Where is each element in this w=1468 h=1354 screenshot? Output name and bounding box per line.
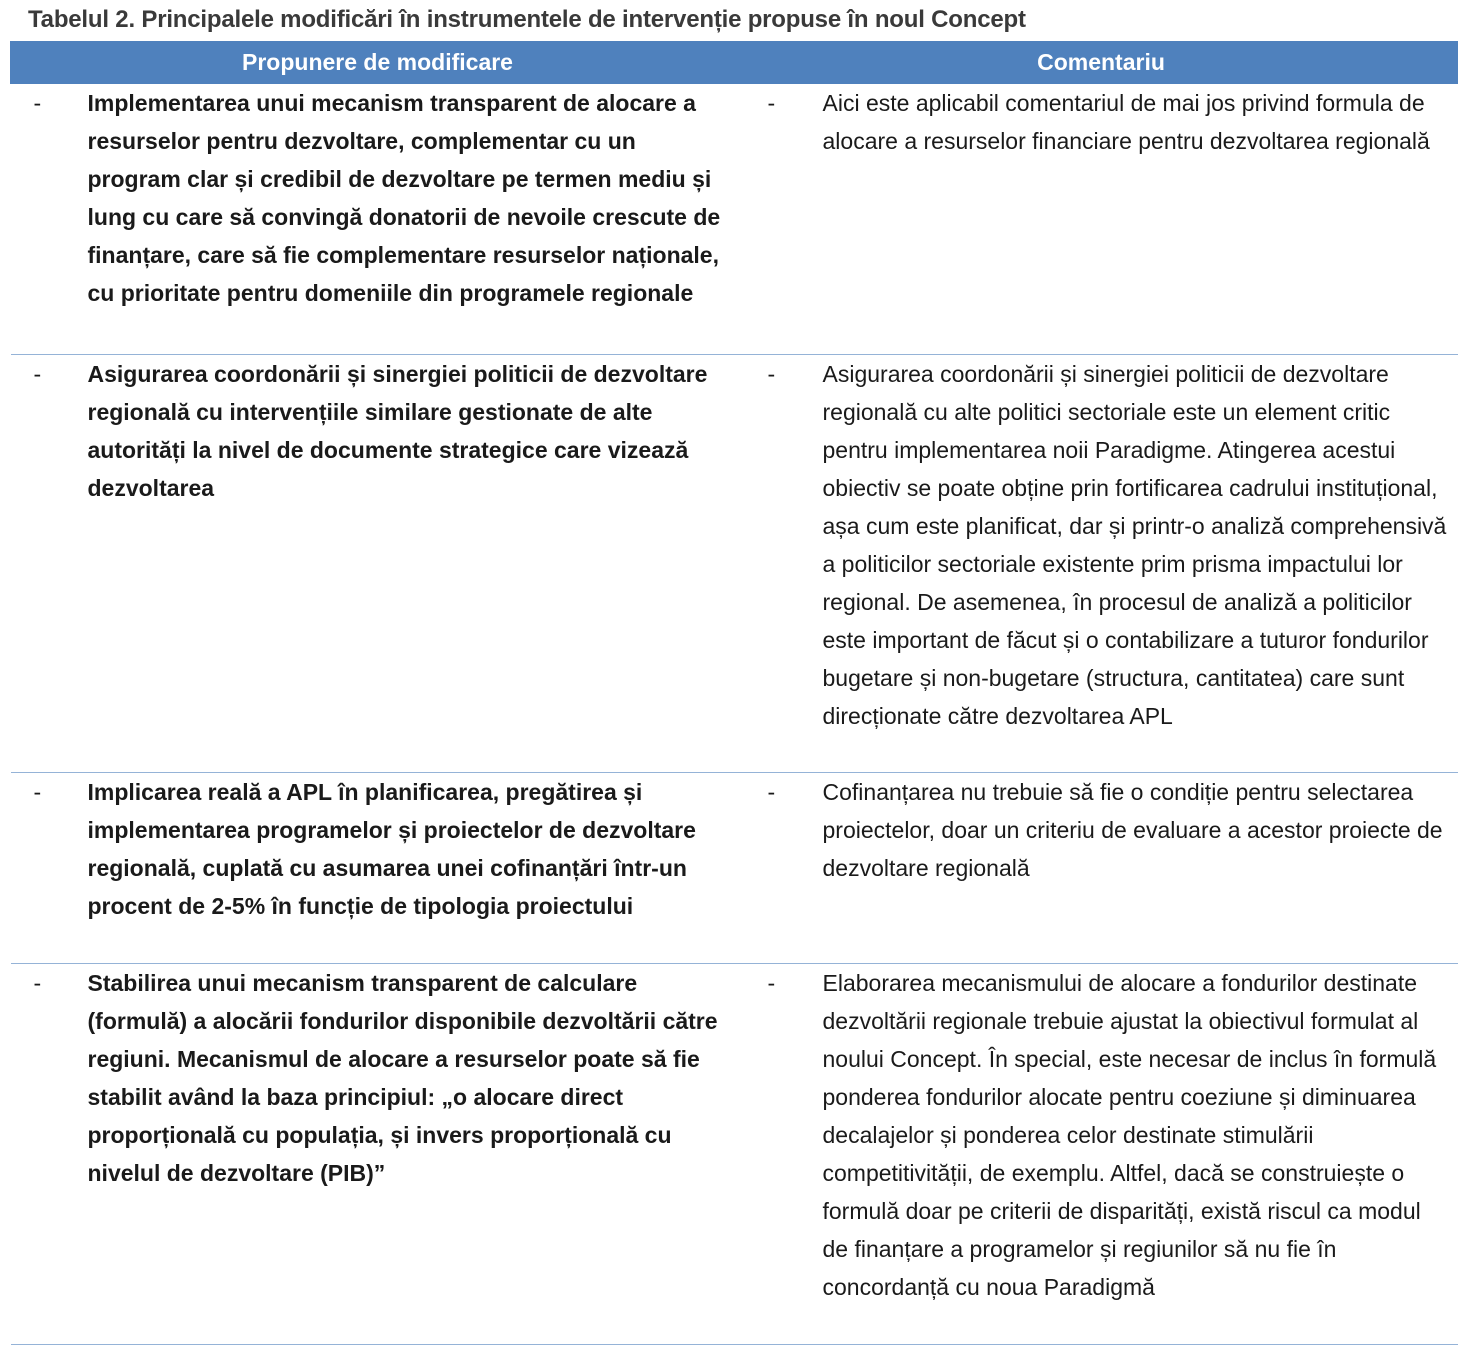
table-row (11, 355, 1458, 773)
bullet-dash: - (767, 779, 776, 805)
proposal-cell (11, 773, 745, 964)
table-header-row (11, 42, 1458, 84)
modifications-table (10, 41, 1458, 1345)
comment-text: Elaborarea mecanismului de alocare a fondurilor destinate dezvoltării regionale trebuie ajustat la obiectivul formulat al noului Concept. În special, este necesar de inclus în formulă ponderea fondurilor alocate pentru coeziune și diminuarea decalajelor și ponderea celor destinate stimulării competitivității, de exemplu. Altfel, dacă se construiește o formulă doar pe criterii de disparități, există riscul ca modul de finanțare a programelor și regiunilor să nu fie în concordanță cu noua Paradigmă (822, 970, 1437, 1300)
comment-text: Aici este aplicabil comentariul de mai jos privind formula de alocare a resurselor financiare pentru dezvoltarea regională (822, 90, 1430, 154)
bullet-dash: - (767, 361, 776, 387)
bullet-dash: - (33, 361, 42, 387)
bullet-dash: - (33, 90, 42, 116)
table-row (11, 84, 1458, 355)
table-caption: Tabelul 2. Principalele modificări în instrumentele de intervenție propuse în noul Concept (28, 6, 1026, 33)
comment-cell (745, 84, 1458, 355)
comment-text: Cofinanțarea nu trebuie să fie o condiție pentru selectarea proiectelor, doar un criteriu de evaluare a acestor proiecte de dezvoltare regională (822, 779, 1443, 881)
bullet-dash: - (767, 970, 776, 996)
bullet-dash: - (33, 779, 42, 805)
comment-text: Asigurarea coordonării și sinergiei politicii de dezvoltare regională cu alte politici sectoriale este un element critic pentru implementarea noii Paradigme. Atingerea acestui obiectiv se poate obține prin fortificarea cadrului instituțional, așa cum este planificat, dar și printr-o analiză comprehensivă a politicilor sectoriale existente prim prisma impactului lor regional. De asemenea, în procesul de analiză a politicilor este important de făcut și o contabilizare a tuturor fondurilor bugetare și non-bugetare (structura, cantitatea) care sunt direcționate către dezvoltarea APL (822, 361, 1447, 729)
proposal-cell (11, 964, 745, 1345)
proposal-cell (11, 84, 745, 355)
proposal-cell (11, 355, 745, 773)
comment-cell (745, 964, 1458, 1345)
bullet-dash: - (767, 90, 776, 116)
table-row (11, 773, 1458, 964)
proposal-text: Asigurarea coordonării și sinergiei politicii de dezvoltare regională cu intervențiile similare gestionate de alte autorități la nivel de documente strategice care vizează dezvoltarea (87, 361, 708, 501)
proposal-text: Implementarea unui mecanism transparent de alocare a resurselor pentru dezvoltare, complementar cu un program clar și credibil de dezvoltare pe termen mediu și lung cu care să convingă donatorii de nevoile crescute de finanțare, care să fie complementare resurselor naționale, cu prioritate pentru domeniile din programele regionale (87, 90, 721, 306)
bullet-dash: - (33, 970, 42, 996)
comment-cell (745, 355, 1458, 773)
column-header-comment: Comentariu (745, 42, 1458, 84)
proposal-text: Implicarea reală a APL în planificarea, pregătirea și implementarea programelor și proiectelor de dezvoltare regională, cuplată cu asumarea unei cofinanțări într-un procent de 2-5% în funcție de tipologia proiectului (87, 779, 696, 919)
comment-cell (745, 773, 1458, 964)
column-header-proposal: Propunere de modificare (11, 42, 745, 84)
table-row (11, 964, 1458, 1345)
proposal-text: Stabilirea unui mecanism transparent de calculare (formulă) a alocării fondurilor disponibile dezvoltării către regiuni. Mecanismul de alocare a resurselor poate să fie stabilit având la baza principiul: „o alocare direct proporțională cu populația, și invers proporțională cu nivelul de dezvoltare (PIB)” (87, 970, 718, 1186)
